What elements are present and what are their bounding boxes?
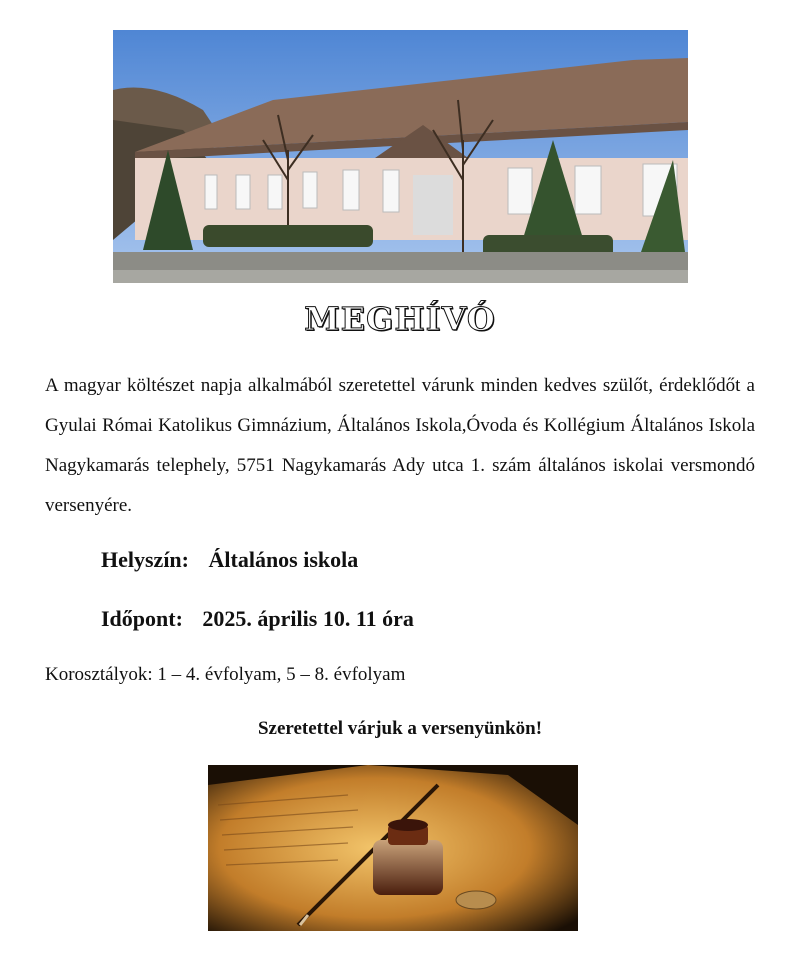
invitation-paragraph: A magyar költészet napja alkalmából szeretettel várunk minden kedves szülőt, érdeklődőt a Gyulai Római Katolikus Gimnázium, Általános Iskola,Óvoda és Kollégium Általános Iskola Nagykamarás telephely, 5751 Nagykamarás Ady utca 1. szám általános iskolai versmondó versenyére. <box>45 375 755 516</box>
venue-value: Általános iskola <box>208 547 359 572</box>
age-groups: Korosztályok: 1 – 4. évfolyam, 5 – 8. évfolyam <box>45 664 406 685</box>
time-value: 2025. április 10. 11 óra <box>202 606 414 631</box>
quill-inkpot-photo <box>208 765 578 931</box>
time-label: Időpont: <box>101 606 183 631</box>
school-building-illustration <box>113 30 688 283</box>
invitation-title: MEGHÍVÓ <box>304 300 496 338</box>
venue-label: Helyszín: <box>101 547 189 572</box>
school-building-photo <box>113 30 688 283</box>
closing-line: Szeretettel várjuk a versenyünkön! <box>257 718 543 739</box>
quill-inkpot-illustration <box>208 765 578 931</box>
time-line <box>101 606 414 632</box>
venue-line <box>101 547 358 573</box>
